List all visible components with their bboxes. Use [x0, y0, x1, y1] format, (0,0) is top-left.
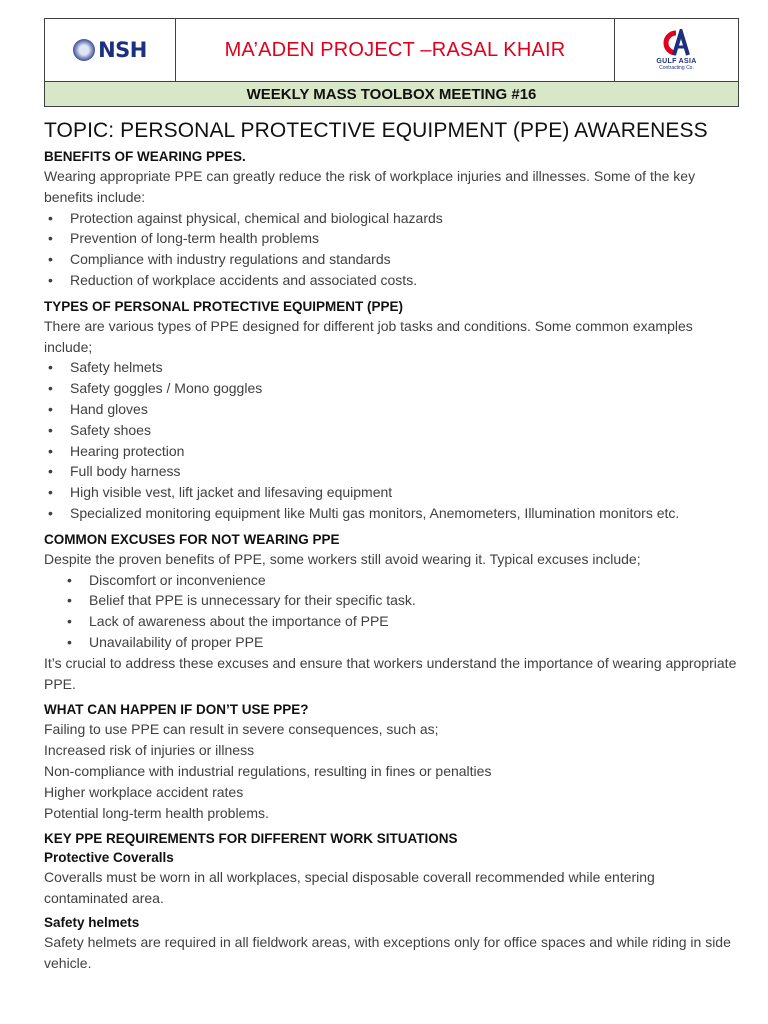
- coveralls-text: Coveralls must be worn in all workplaces, special disposable coverall recommended while entering contaminated area.: [44, 869, 655, 907]
- nsh-emblem-icon: [73, 39, 95, 61]
- list-item: • Full body harness: [70, 461, 739, 482]
- list-item: • Specialized monitoring equipment like Multi gas monitors, Anemometers, Illumination monitors etc.: [70, 503, 739, 524]
- consequence-line: Increased risk of injuries or illness: [44, 742, 255, 759]
- list-item: • Safety goggles / Mono goggles: [70, 378, 739, 399]
- excuses-intro: Despite the proven benefits of PPE, some workers still avoid wearing it. Typical excuses include;: [44, 550, 641, 567]
- topic-title: TOPIC: PERSONAL PROTECTIVE EQUIPMENT (PPE) AWARENESS: [44, 119, 708, 142]
- consequences-heading: WHAT CAN HAPPEN IF DON’T USE PPE?: [44, 702, 309, 718]
- gulf-asia-mark-icon: [659, 29, 693, 57]
- list-item: • Compliance with industry regulations and standards: [70, 249, 739, 270]
- benefits-list: [44, 208, 739, 291]
- list-item: • Prevention of long-term health problems: [70, 228, 739, 249]
- list-item: • Protection against physical, chemical and biological hazards: [70, 208, 739, 229]
- list-item: • Safety helmets: [70, 357, 739, 378]
- list-item: • Hand gloves: [70, 399, 739, 420]
- document-page: [44, 18, 739, 974]
- list-item: • Reduction of workplace accidents and associated costs.: [70, 270, 739, 291]
- helmets-heading: Safety helmets: [44, 914, 140, 930]
- list-item: • High visible vest, lift jacket and lifesaving equipment: [70, 482, 739, 503]
- gulf-asia-logo: [656, 29, 696, 71]
- types-intro: There are various types of PPE designed for different job tasks and conditions. Some common examples include;: [44, 317, 693, 355]
- list-item: • Hearing protection: [70, 441, 739, 462]
- gulf-asia-name: GULF ASIA: [656, 58, 697, 65]
- list-item: • Discomfort or inconvenience: [89, 570, 739, 591]
- header-table: [44, 18, 739, 82]
- benefits-heading: BENEFITS OF WEARING PPES.: [44, 149, 246, 164]
- list-item: • Unavailability of proper PPE: [89, 632, 739, 653]
- consequence-line: Failing to use PPE can result in severe consequences, such as;: [44, 721, 439, 738]
- list-item: • Belief that PPE is unnecessary for their specific task.: [89, 590, 739, 611]
- nsh-logo: [73, 38, 147, 62]
- coveralls-heading: Protective Coveralls: [44, 850, 174, 866]
- excuses-outro: It’s crucial to address these excuses and ensure that workers understand the importance of wearing appropriate PPE.: [44, 654, 737, 692]
- gulf-asia-sub: Contracting Co.: [659, 65, 694, 71]
- gulf-asia-logo-cell: [614, 19, 738, 81]
- project-title: MA’ADEN PROJECT –RASAL KHAIR: [224, 38, 566, 61]
- types-heading: TYPES OF PERSONAL PROTECTIVE EQUIPMENT (PPE): [44, 298, 404, 314]
- meeting-banner: WEEKLY MASS TOOLBOX MEETING #16: [44, 82, 739, 107]
- helmets-text: Safety helmets are required in all fieldwork areas, with exceptions only for office spaces and while riding in side vehicle.: [44, 933, 731, 971]
- excuses-heading: COMMON EXCUSES FOR NOT WEARING PPE: [44, 531, 340, 547]
- excuses-list: [44, 570, 739, 653]
- consequence-line: Non-compliance with industrial regulations, resulting in fines or penalties: [44, 762, 492, 779]
- requirements-heading: KEY PPE REQUIREMENTS FOR DIFFERENT WORK SITUATIONS: [44, 831, 458, 847]
- benefits-intro: Wearing appropriate PPE can greatly reduce the risk of workplace injuries and illnesses. Some of the key benefits include:: [44, 168, 696, 205]
- nsh-logo-cell: [45, 19, 176, 81]
- types-list: [44, 357, 739, 523]
- list-item: • Safety shoes: [70, 420, 739, 441]
- consequence-line: Potential long-term health problems.: [44, 804, 269, 821]
- consequence-line: Higher workplace accident rates: [44, 783, 244, 800]
- list-item: • Lack of awareness about the importance of PPE: [89, 611, 739, 632]
- nsh-logo-text: NSH: [98, 38, 147, 62]
